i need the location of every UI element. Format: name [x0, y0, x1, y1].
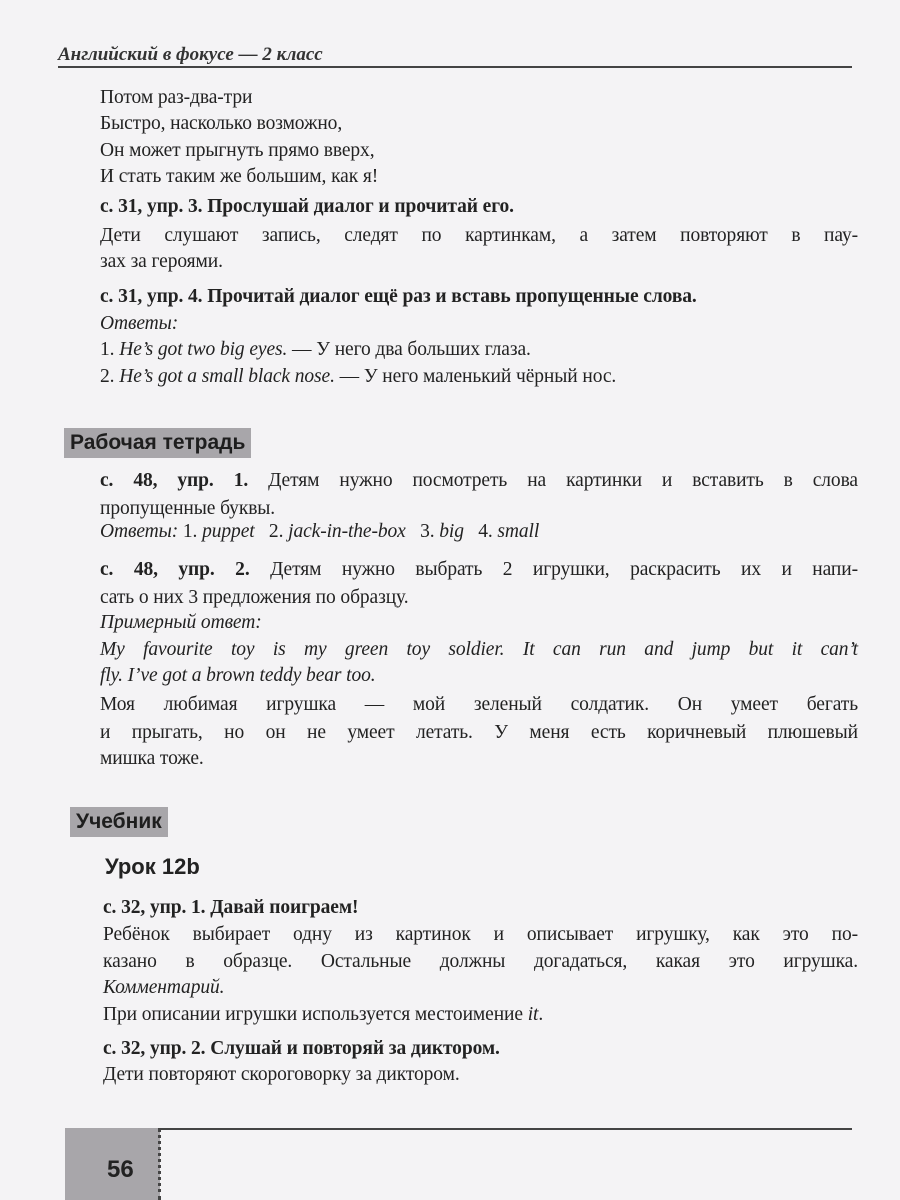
footer-rule	[160, 1128, 852, 1130]
exercise-text-part: Детям нужно выбрать 2 игрушки, раскрасить их и напи-	[249, 559, 858, 580]
exercise-heading: с. 31, упр. 4. Прочитай диалог ещё раз и вставь пропущенные слова.	[100, 286, 697, 307]
exercise-text	[100, 558, 858, 582]
comment-text-part: При описании игрушки используется местоимение	[103, 1004, 528, 1025]
answer-num: 2.	[100, 366, 115, 387]
comment-word: it	[527, 1004, 539, 1025]
exercise-heading: с. 32, упр. 1. Давай поиграем!	[103, 897, 359, 918]
poem-line: Быстро, насколько возможно,	[100, 113, 343, 134]
exercise-text: зах за героями.	[100, 251, 223, 272]
answer-num: 3.	[420, 521, 440, 542]
section-label-textbook: Учебник	[70, 807, 168, 837]
exercise-ref: с. 48, упр. 2.	[100, 559, 250, 580]
answer-word: big	[439, 521, 464, 542]
exercise-ref: с. 48, упр. 1.	[100, 470, 249, 491]
sample-label: Примерный ответ:	[100, 612, 262, 633]
dotted-divider	[158, 1128, 161, 1200]
exercise-text: сать о них 3 предложения по образцу.	[100, 587, 409, 608]
answer-line	[100, 338, 531, 362]
page-number: 56	[107, 1156, 134, 1183]
exercise-text	[100, 469, 858, 493]
answer-word: small	[497, 521, 540, 542]
comment-end: .	[538, 1004, 544, 1025]
sample-ru: мишка тоже.	[100, 748, 204, 769]
exercise-heading: с. 32, упр. 2. Слушай и повторяй за диктором.	[103, 1038, 500, 1059]
exercise-text-part: Детям нужно посмотреть на картинки и вставить в слова	[248, 470, 858, 491]
answer-en: He’s got a small black nose.	[119, 366, 335, 387]
header-rule	[58, 66, 852, 68]
sample-ru: Моя любимая игрушка — мой зеленый солдатик. Он умеет бегать	[100, 694, 858, 715]
comment-label: Комментарий.	[103, 977, 225, 998]
comment-text	[103, 1003, 543, 1027]
answer-line	[100, 365, 616, 389]
page-number-box	[65, 1128, 160, 1200]
answers-line	[100, 520, 539, 544]
answer-num: 4.	[478, 521, 498, 542]
poem-line: Потом раз-два-три	[100, 87, 253, 108]
exercise-text: пропущенные буквы.	[100, 498, 276, 519]
exercise-text: Дети слушают запись, следят по картинкам, а затем повторяют в пау-	[100, 225, 858, 246]
answer-ru: — У него маленький чёрный нос.	[334, 366, 617, 387]
sample-en: fly. I’ve got a brown teddy bear too.	[100, 665, 376, 686]
sample-ru: и прыгать, но он не умеет летать. У меня есть коричневый плюшевый	[100, 722, 858, 743]
answer-word: puppet	[202, 521, 255, 542]
answers-label: Ответы:	[100, 313, 179, 334]
answer-num: 1.	[178, 521, 203, 542]
lesson-title: Урок 12b	[105, 854, 200, 879]
poem-line: И стать таким же большим, как я!	[100, 166, 379, 187]
exercise-text: Дети повторяют скороговорку за диктором.	[103, 1064, 460, 1085]
answer-num: 1.	[100, 339, 115, 360]
answer-num: 2.	[268, 521, 289, 542]
exercise-text: Ребёнок выбирает одну из картинок и описывает игрушку, как это по-	[103, 924, 858, 945]
answer-ru: — У него два больших глаза.	[287, 339, 531, 360]
exercise-text: казано в образце. Остальные должны догадаться, какая это игрушка.	[103, 951, 858, 972]
running-title: Английский в фокусе — 2 класс	[58, 44, 323, 65]
section-label-workbook: Рабочая тетрадь	[64, 428, 251, 458]
answer-en: He’s got two big eyes.	[119, 339, 288, 360]
sample-en: My favourite toy is my green toy soldier. It can run and jump but it can’t	[100, 639, 858, 660]
answer-word: jack-in-the-box	[288, 521, 406, 542]
answers-label: Ответы:	[100, 521, 179, 542]
poem-line: Он может прыгнуть прямо вверх,	[100, 140, 375, 161]
exercise-heading: с. 31, упр. 3. Прослушай диалог и прочитай его.	[100, 196, 514, 217]
